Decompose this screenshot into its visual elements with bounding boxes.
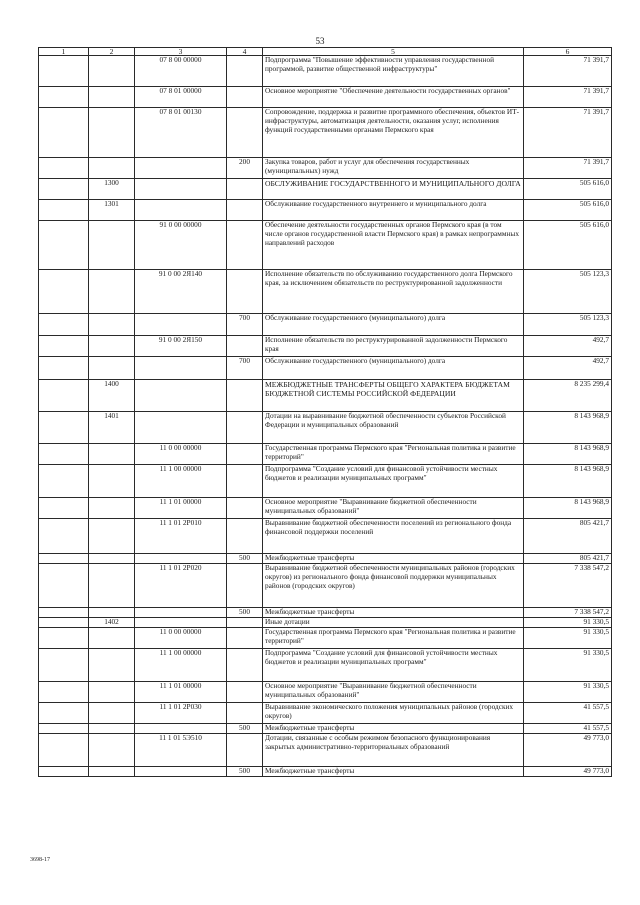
table-row bbox=[39, 179, 612, 200]
section-code bbox=[89, 554, 135, 564]
expense-type-code bbox=[227, 444, 263, 465]
section-code bbox=[89, 158, 135, 179]
expense-type-code: 500 bbox=[227, 767, 263, 777]
empty-cell bbox=[39, 158, 89, 179]
item-name: Основное мероприятие "Выравнивание бюджетной обеспеченности муниципальных образований" bbox=[263, 682, 524, 703]
item-name: Основное мероприятие "Обеспечение деятельности государственных органов" bbox=[263, 87, 524, 108]
page-number: 53 bbox=[315, 36, 325, 46]
amount-value: 505 616,0 bbox=[524, 200, 612, 221]
item-name: Дотации на выравнивание бюджетной обеспеченности субъектов Российской Федерации и муниципальных образований bbox=[263, 412, 524, 444]
expense-type-code bbox=[227, 412, 263, 444]
item-name: Подпрограмма "Создание условий для финансовой устойчивости местных бюджетов и реализации муниципальных программ" bbox=[263, 465, 524, 498]
empty-cell bbox=[39, 412, 89, 444]
section-code bbox=[89, 270, 135, 314]
expense-type-code bbox=[227, 682, 263, 703]
target-article-code bbox=[135, 412, 227, 444]
item-name: Выравнивание бюджетной обеспеченности поселений из регионального фонда финансовой поддержки поселений bbox=[263, 519, 524, 554]
amount-value: 7 338 547,2 bbox=[524, 608, 612, 618]
table-row bbox=[39, 87, 612, 108]
item-name: Сопровождение, поддержка и развитие программного обеспечения, объектов ИТ-инфраструктуры, автоматизация деятельности, оказания услуг, исполнения функций государственными органами Пермского края bbox=[263, 108, 524, 158]
target-article-code: 11 0 00 00000 bbox=[135, 628, 227, 649]
column-header: 2 bbox=[89, 48, 135, 56]
amount-value: 8 235 299,4 bbox=[524, 380, 612, 412]
document-code: 3698-17 bbox=[30, 857, 50, 863]
table-header-row bbox=[39, 48, 612, 56]
expense-type-code: 700 bbox=[227, 357, 263, 380]
empty-cell bbox=[39, 554, 89, 564]
section-code: 1401 bbox=[89, 412, 135, 444]
item-name: Дотации, связанные с особым режимом безопасного функционирования закрытых административно-территориальных образований bbox=[263, 734, 524, 767]
amount-value: 71 391,7 bbox=[524, 158, 612, 179]
empty-cell bbox=[39, 724, 89, 734]
target-article-code bbox=[135, 357, 227, 380]
column-header: 6 bbox=[524, 48, 612, 56]
target-article-code bbox=[135, 618, 227, 628]
table-row bbox=[39, 270, 612, 314]
expense-type-code bbox=[227, 734, 263, 767]
table-row bbox=[39, 498, 612, 519]
item-name: Подпрограмма "Повышение эффективности управления государственной программой, развитие общественной инфраструктуры" bbox=[263, 56, 524, 87]
target-article-code bbox=[135, 179, 227, 200]
amount-value: 8 143 968,9 bbox=[524, 465, 612, 498]
section-code bbox=[89, 519, 135, 554]
section-code bbox=[89, 649, 135, 682]
expense-type-code bbox=[227, 649, 263, 682]
table-row bbox=[39, 465, 612, 498]
table-row bbox=[39, 314, 612, 336]
expense-type-code: 500 bbox=[227, 608, 263, 618]
expense-type-code: 700 bbox=[227, 314, 263, 336]
empty-cell bbox=[39, 179, 89, 200]
item-name: Государственная программа Пермского края "Региональная политика и развитие территорий" bbox=[263, 444, 524, 465]
target-article-code bbox=[135, 554, 227, 564]
section-code: 1301 bbox=[89, 200, 135, 221]
target-article-code: 11 1 01 2Р030 bbox=[135, 703, 227, 724]
target-article-code: 07 8 00 00000 bbox=[135, 56, 227, 87]
empty-cell bbox=[39, 444, 89, 465]
section-code bbox=[89, 498, 135, 519]
table-row bbox=[39, 221, 612, 270]
target-article-code bbox=[135, 200, 227, 221]
expense-type-code bbox=[227, 87, 263, 108]
target-article-code: 07 8 01 00130 bbox=[135, 108, 227, 158]
amount-value: 8 143 968,9 bbox=[524, 444, 612, 465]
amount-value: 8 143 968,9 bbox=[524, 498, 612, 519]
section-code bbox=[89, 465, 135, 498]
empty-cell bbox=[39, 87, 89, 108]
section-code bbox=[89, 314, 135, 336]
table-row bbox=[39, 380, 612, 412]
table-row bbox=[39, 554, 612, 564]
amount-value: 8 143 968,9 bbox=[524, 412, 612, 444]
table-row bbox=[39, 108, 612, 158]
table-row bbox=[39, 649, 612, 682]
section-code bbox=[89, 221, 135, 270]
column-header: 4 bbox=[227, 48, 263, 56]
empty-cell bbox=[39, 108, 89, 158]
expense-type-code bbox=[227, 628, 263, 649]
item-name: Выравнивание экономического положения муниципальных районов (городских округов) bbox=[263, 703, 524, 724]
section-code: 1300 bbox=[89, 179, 135, 200]
section-code bbox=[89, 357, 135, 380]
target-article-code: 11 1 01 5Э510 bbox=[135, 734, 227, 767]
target-article-code bbox=[135, 767, 227, 777]
expense-type-code: 500 bbox=[227, 724, 263, 734]
target-article-code: 07 8 01 00000 bbox=[135, 87, 227, 108]
expense-type-code bbox=[227, 179, 263, 200]
table-row bbox=[39, 56, 612, 87]
table-row bbox=[39, 734, 612, 767]
expense-type-code: 200 bbox=[227, 158, 263, 179]
empty-cell bbox=[39, 336, 89, 357]
empty-cell bbox=[39, 221, 89, 270]
amount-value: 505 616,0 bbox=[524, 221, 612, 270]
table-row bbox=[39, 608, 612, 618]
empty-cell bbox=[39, 357, 89, 380]
amount-value: 805 421,7 bbox=[524, 554, 612, 564]
expense-type-code bbox=[227, 498, 263, 519]
empty-cell bbox=[39, 608, 89, 618]
amount-value: 91 330,5 bbox=[524, 682, 612, 703]
expense-type-code bbox=[227, 56, 263, 87]
section-code bbox=[89, 444, 135, 465]
amount-value: 71 391,7 bbox=[524, 87, 612, 108]
target-article-code: 11 1 01 2Р020 bbox=[135, 564, 227, 608]
target-article-code: 11 1 00 00000 bbox=[135, 465, 227, 498]
empty-cell bbox=[39, 682, 89, 703]
section-code bbox=[89, 564, 135, 608]
amount-value: 505 123,3 bbox=[524, 270, 612, 314]
section-code bbox=[89, 682, 135, 703]
target-article-code: 11 0 00 00000 bbox=[135, 444, 227, 465]
table-row bbox=[39, 357, 612, 380]
expense-type-code bbox=[227, 703, 263, 724]
amount-value: 71 391,7 bbox=[524, 56, 612, 87]
item-name: МЕЖБЮДЖЕТНЫЕ ТРАНСФЕРТЫ ОБЩЕГО ХАРАКТЕРА БЮДЖЕТАМ БЮДЖЕТНОЙ СИСТЕМЫ РОССИЙСКОЙ ФЕДЕРАЦИИ bbox=[263, 380, 524, 412]
item-name: Межбюджетные трансферты bbox=[263, 554, 524, 564]
amount-value: 41 557,5 bbox=[524, 724, 612, 734]
amount-value: 41 557,5 bbox=[524, 703, 612, 724]
target-article-code bbox=[135, 724, 227, 734]
expense-type-code bbox=[227, 270, 263, 314]
item-name: Выравнивание бюджетной обеспеченности муниципальных районов (городских округов) из регионального фонда финансовой поддержки муниципальных районов (городских округов) bbox=[263, 564, 524, 608]
table-row bbox=[39, 618, 612, 628]
table-row bbox=[39, 767, 612, 777]
item-name: ОБСЛУЖИВАНИЕ ГОСУДАРСТВЕННОГО И МУНИЦИПАЛЬНОГО ДОЛГА bbox=[263, 179, 524, 200]
item-name: Обслуживание государственного (муниципального) долга bbox=[263, 314, 524, 336]
empty-cell bbox=[39, 649, 89, 682]
table-row bbox=[39, 628, 612, 649]
expense-type-code bbox=[227, 380, 263, 412]
column-header: 1 bbox=[39, 48, 89, 56]
amount-value: 505 123,3 bbox=[524, 314, 612, 336]
amount-value: 49 773,0 bbox=[524, 767, 612, 777]
empty-cell bbox=[39, 270, 89, 314]
expense-type-code bbox=[227, 465, 263, 498]
budget-table bbox=[38, 47, 612, 777]
column-header: 5 bbox=[263, 48, 524, 56]
expense-type-code bbox=[227, 108, 263, 158]
amount-value: 91 330,5 bbox=[524, 649, 612, 682]
section-code bbox=[89, 608, 135, 618]
empty-cell bbox=[39, 314, 89, 336]
table-row bbox=[39, 200, 612, 221]
item-name: Исполнение обязательств по реструктурированной задолженности Пермского края bbox=[263, 336, 524, 357]
target-article-code bbox=[135, 608, 227, 618]
table-body bbox=[39, 56, 612, 777]
empty-cell bbox=[39, 703, 89, 724]
expense-type-code: 500 bbox=[227, 554, 263, 564]
section-code bbox=[89, 703, 135, 724]
section-code bbox=[89, 734, 135, 767]
item-name: Исполнение обязательств по обслуживанию государственного долга Пермского края, за исключением обязательств по реструктурированной задолженности bbox=[263, 270, 524, 314]
table-row bbox=[39, 682, 612, 703]
amount-value: 492,7 bbox=[524, 336, 612, 357]
section-code bbox=[89, 336, 135, 357]
empty-cell bbox=[39, 56, 89, 87]
empty-cell bbox=[39, 200, 89, 221]
item-name: Межбюджетные трансферты bbox=[263, 724, 524, 734]
target-article-code: 91 0 00 00000 bbox=[135, 221, 227, 270]
expense-type-code bbox=[227, 200, 263, 221]
empty-cell bbox=[39, 734, 89, 767]
table-row bbox=[39, 444, 612, 465]
table-row bbox=[39, 336, 612, 357]
table-row bbox=[39, 519, 612, 554]
expense-type-code bbox=[227, 564, 263, 608]
table-row bbox=[39, 412, 612, 444]
column-header: 3 bbox=[135, 48, 227, 56]
table-row bbox=[39, 724, 612, 734]
item-name: Обслуживание государственного (муниципального) долга bbox=[263, 357, 524, 380]
amount-value: 91 330,5 bbox=[524, 618, 612, 628]
target-article-code: 11 1 01 00000 bbox=[135, 498, 227, 519]
target-article-code bbox=[135, 158, 227, 179]
table-row bbox=[39, 564, 612, 608]
section-code: 1400 bbox=[89, 380, 135, 412]
empty-cell bbox=[39, 498, 89, 519]
section-code bbox=[89, 108, 135, 158]
item-name: Межбюджетные трансферты bbox=[263, 608, 524, 618]
section-code bbox=[89, 724, 135, 734]
empty-cell bbox=[39, 564, 89, 608]
target-article-code: 11 1 00 00000 bbox=[135, 649, 227, 682]
target-article-code bbox=[135, 380, 227, 412]
target-article-code: 11 1 01 00000 bbox=[135, 682, 227, 703]
table-row bbox=[39, 703, 612, 724]
section-code bbox=[89, 56, 135, 87]
empty-cell bbox=[39, 767, 89, 777]
empty-cell bbox=[39, 519, 89, 554]
expense-type-code bbox=[227, 618, 263, 628]
empty-cell bbox=[39, 628, 89, 649]
target-article-code bbox=[135, 314, 227, 336]
table-row bbox=[39, 158, 612, 179]
section-code bbox=[89, 767, 135, 777]
item-name: Основное мероприятие "Выравнивание бюджетной обеспеченности муниципальных образований" bbox=[263, 498, 524, 519]
item-name: Государственная программа Пермского края "Региональная политика и развитие территорий" bbox=[263, 628, 524, 649]
target-article-code: 91 0 00 2Я150 bbox=[135, 336, 227, 357]
section-code: 1402 bbox=[89, 618, 135, 628]
expense-type-code bbox=[227, 519, 263, 554]
target-article-code: 91 0 00 2Я140 bbox=[135, 270, 227, 314]
item-name: Закупка товаров, работ и услуг для обеспечения государственных (муниципальных) нужд bbox=[263, 158, 524, 179]
item-name: Подпрограмма "Создание условий для финансовой устойчивости местных бюджетов и реализации муниципальных программ" bbox=[263, 649, 524, 682]
amount-value: 805 421,7 bbox=[524, 519, 612, 554]
amount-value: 492,7 bbox=[524, 357, 612, 380]
expense-type-code bbox=[227, 221, 263, 270]
amount-value: 505 616,0 bbox=[524, 179, 612, 200]
amount-value: 7 338 547,2 bbox=[524, 564, 612, 608]
empty-cell bbox=[39, 465, 89, 498]
amount-value: 49 773,0 bbox=[524, 734, 612, 767]
section-code bbox=[89, 87, 135, 108]
section-code bbox=[89, 628, 135, 649]
item-name: Обслуживание государственного внутреннего и муниципального долга bbox=[263, 200, 524, 221]
item-name: Межбюджетные трансферты bbox=[263, 767, 524, 777]
expense-type-code bbox=[227, 336, 263, 357]
empty-cell bbox=[39, 380, 89, 412]
item-name: Обеспечение деятельности государственных органов Пермского края (в том числе органов государственной власти Пермского края) в рамках непрограммных направлений расходов bbox=[263, 221, 524, 270]
target-article-code: 11 1 01 2Р010 bbox=[135, 519, 227, 554]
amount-value: 91 330,5 bbox=[524, 628, 612, 649]
item-name: Иные дотации bbox=[263, 618, 524, 628]
empty-cell bbox=[39, 618, 89, 628]
amount-value: 71 391,7 bbox=[524, 108, 612, 158]
